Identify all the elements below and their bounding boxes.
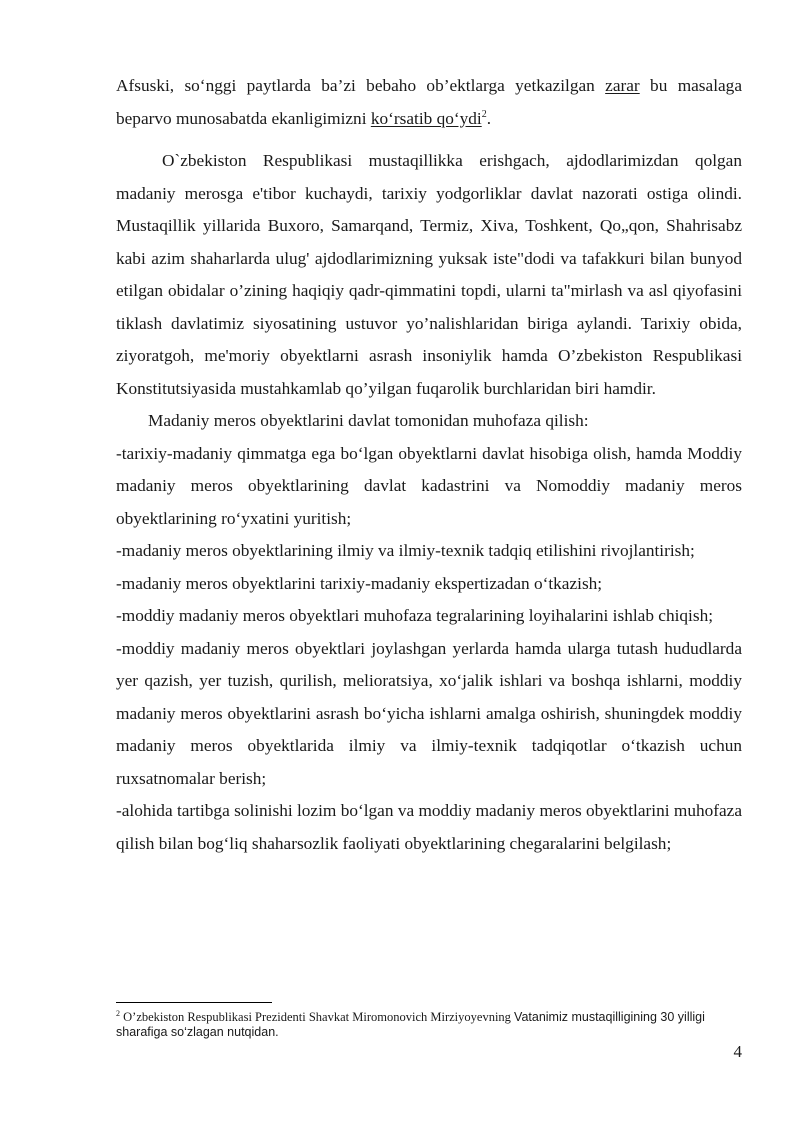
list-item: -alohida tartibga solinishi lozim bo‘lgan va moddiy madaniy meros obyektlarini muhofaza qilish bilan bog‘liq shaharsozlik faoliyati obyektlarining chegaralarini belgilash;	[116, 801, 742, 853]
paragraph-intro	[116, 70, 742, 135]
underlined-text-zarar: zarar	[605, 76, 640, 95]
paragraph-list-heading: Madaniy meros obyektlarini davlat tomonidan muhofaza qilish:	[148, 411, 589, 430]
list-item: -madaniy meros obyektlarining ilmiy va ilmiy-texnik tadqiq etilishini rivojlantirish;	[116, 541, 695, 560]
paragraph-text: bu masalaga beparvo munosabatda ekanligimizni	[116, 76, 742, 128]
paragraph-text: .	[486, 108, 492, 128]
underlined-text-korsatib: ko‘rsatib qo‘ydi	[370, 108, 482, 128]
list-item: -moddiy madaniy meros obyektlari joylashgan yerlarda hamda ularga tutash hududlarda yer qazish, yer tuzish, qurilish, melioratsiya, xo‘jalik ishlari va boshqa ishlarni, moddiy madaniy meros obyektlarini asrash bo‘yicha ishlarni amalga oshirish, shuningdek moddiy madaniy meros obyektlarida ilmiy va ilmiy-texnik tadqiqotlar o‘tkazish uchun ruxsatnomalar berish;	[116, 638, 742, 788]
document-body	[116, 70, 742, 860]
page-number: 4	[733, 1042, 742, 1061]
footnote-mark: 2	[116, 1008, 120, 1018]
footnote	[116, 1010, 742, 1040]
footnote-divider	[116, 1002, 272, 1003]
list-item: -moddiy madaniy meros obyektlari muhofaza tegralarining loyihalarini ishlab chiqish;	[116, 606, 714, 625]
footnote-reference: 2	[481, 108, 487, 120]
list-item: -tarixiy-madaniy qimmatga ega bo‘lgan obyektlarni davlat hisobiga olish, hamda Moddiy madaniy meros obyektlarining davlat kadastrini va Nomoddiy madaniy meros obyektlarining ro‘yxatini yuritish;	[116, 443, 742, 528]
list-item: -madaniy meros obyektlarini tarixiy-madaniy ekspertizadan o‘tkazish;	[116, 573, 603, 593]
paragraph-text: Afsuski, so‘nggi paytlarda ba’zi bebaho ob’ektlarga yetkazilgan	[116, 76, 606, 95]
footnote-text-serif: O’zbekiston Respublikasi Prezidenti Shavkat Miromonovich Mirziyoyevning	[123, 1010, 515, 1024]
footnote-text-sans: Vatanimiz mustaqilligining 30 yilligi sharafiga so‘zlagan nutqidan.	[116, 1010, 705, 1039]
paragraph-independence: O`zbekiston Respublikasi mustaqillikka erishgach, ajdodlarimizdan qolgan madaniy merosga e'tibor kuchaydi, tarixiy yodgorliklar davlat nazorati ostiga olindi. Mustaqillik yillarida Buxoro, Samarqand, Termiz, Xiva, Toshkent, Qo„qon, Shahrisabz kabi azim shaharlarda ulug' ajdodlarimizning yuksak iste"dodi va tafakkuri bilan bunyod etilgan obidalar o’zining haqiqiy qadr-qimmatini topdi, ularni ta"mirlash va asl qiyofasini tiklash davlatimiz siyosatining ustuvor yo’nalishlaridan biriga aylandi. Tarixiy obida, ziyoratgoh, me'moriy obyektlarni asrash insoniylik hamda O’zbekiston Respublikasi Konstitutsiyasida mustahkamlab qo’yilgan fuqarolik burchlaridan biri hamdir.	[116, 151, 742, 398]
